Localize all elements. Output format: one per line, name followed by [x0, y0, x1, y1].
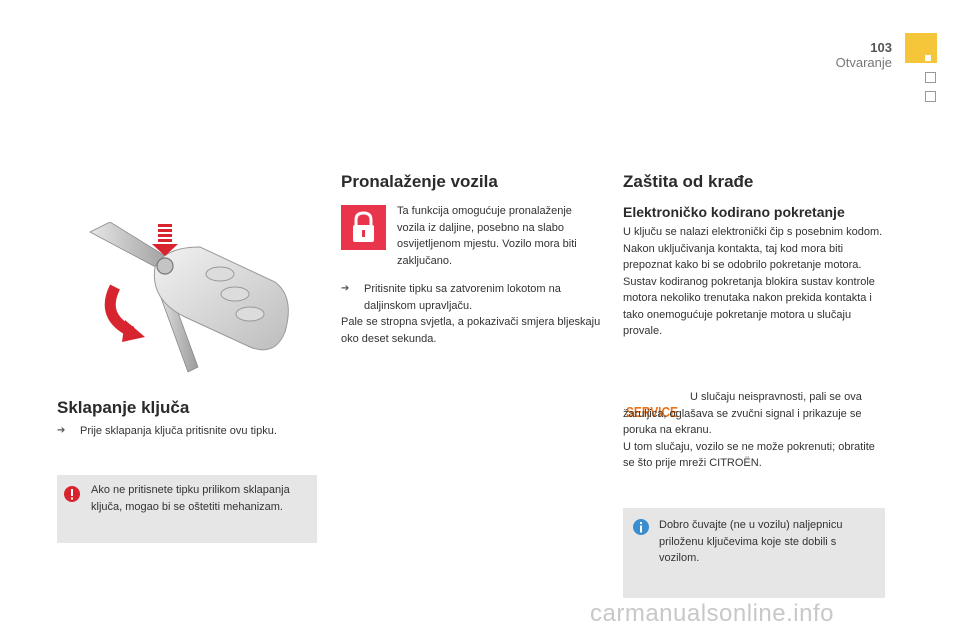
body-text: Pale se stropna svjetla, a pokazivači smjera bljeskaju oko deset sekunda.: [341, 316, 601, 345]
bullet-text: Prije sklapanja ključa pritisnite ovu tipku.: [80, 425, 277, 437]
bullet-icon: ➔: [341, 283, 350, 294]
service-text: [623, 389, 885, 472]
bullet-icon: ➔: [57, 425, 66, 436]
warning-icon: [64, 486, 80, 502]
info-text: Dobro čuvajte (ne u vozilu) naljepnicu priloženu ključevima koje ste dobili s vozilom.: [659, 519, 843, 564]
section-title: Pronalaženje vozila: [341, 172, 498, 191]
info-icon: [633, 519, 649, 535]
chapter-tab-active: [905, 33, 937, 63]
intro-text: Ta funkcija omogućuje pronalaženje vozila iz daljine, posebno na slabo osvijetljenom mjestu. Vozilo mora biti zaključano.: [397, 205, 577, 267]
chapter-tab: [925, 91, 936, 102]
watermark: carmanualsonline.info: [590, 600, 834, 627]
lock-icon: [341, 205, 386, 250]
section-subtitle: Elektroničko kodirano pokretanje: [623, 204, 845, 220]
chapter-tab: [925, 72, 936, 83]
service-description: U slučaju neispravnosti, pali se ova žaruljica, oglašava se zvučni signal i prikazuje se poruka na ekranu. U tom slučaju, vozilo se ne može pokrenuti; obratite se što prije mreži CITROËN.: [623, 391, 875, 469]
body-text: U ključu se nalazi elektronički čip s posebnim kodom. Nakon uključivanja kontakta, taj kod mora biti prepoznat kako bi se odobrilo pokretanje motora. Sustav kodiranog pokretanja blokira sustav kontrole motora nekoliko trenutaka nakon prekida kontakta i tako onemogućuje pokretanje motora u slučaju provale.: [623, 226, 883, 337]
section-title: Sklapanje ključa: [57, 398, 190, 417]
service-label: SERVICE: [626, 405, 678, 420]
chapter-title: Otvaranje: [835, 55, 892, 70]
page-number: 103: [870, 40, 892, 55]
bullet-text: Pritisnite tipku sa zatvorenim lokotom na daljinskom upravljaču.: [364, 283, 561, 312]
section-title: Zaštita od krađe: [623, 172, 754, 191]
key-fold-illustration: [70, 222, 320, 392]
warning-text: Ako ne pritisnete tipku prilikom sklapanja ključa, mogao bi se oštetiti mehanizam.: [91, 484, 290, 513]
